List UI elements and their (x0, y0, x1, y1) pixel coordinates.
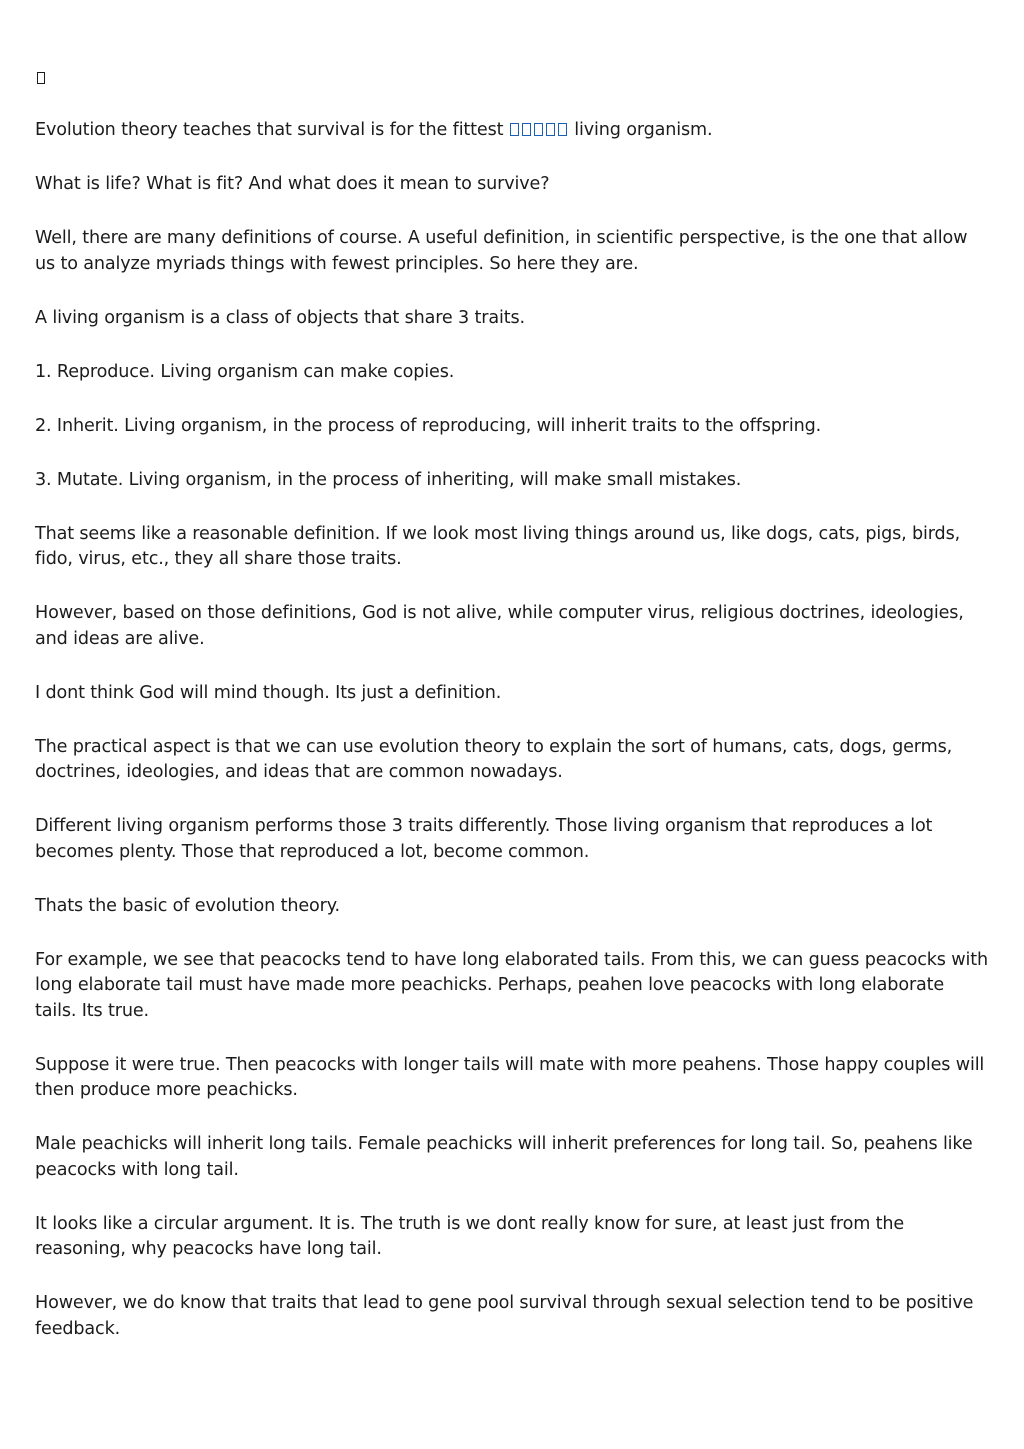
paragraph-3: A living organism is a class of objects that share 3 traits. (35, 307, 525, 328)
inline-link[interactable] (509, 120, 569, 140)
paragraph-6: 3. Mutate. Living organism, in the process of inheriting, will make small mistakes. (35, 469, 742, 490)
intro-paragraph (35, 118, 990, 144)
missing-glyph-icon (37, 72, 45, 84)
tofu-glyph-5-icon (558, 123, 567, 136)
paragraph-5: 2. Inherit. Living organism, in the process of reproducing, will inherit traits to the offspring. (35, 415, 822, 436)
paragraph-13: For example, we see that peacocks tend to have long elaborated tails. From this, we can guess peacocks with long elaborate tail must have made more peachicks. Perhaps, peahen love peacocks with long elaborate tails. Its true. (35, 949, 988, 1021)
paragraph-17: However, we do know that traits that lead to gene pool survival through sexual selection tend to be positive feedback. (35, 1293, 974, 1339)
tofu-glyph-1-icon (510, 123, 519, 136)
tofu-glyph-3-icon (534, 123, 543, 136)
tofu-glyph-4-icon (546, 123, 555, 136)
intro-text-after: living organism. (568, 120, 713, 140)
paragraph-10: The practical aspect is that we can use evolution theory to explain the sort of humans, cats, dogs, germs, doctrines, ideologies, and ideas that are common nowadays. (35, 736, 953, 782)
paragraph-4: 1. Reproduce. Living organism can make copies. (35, 361, 455, 382)
intro-text-before: Evolution theory teaches that survival is for the fittest (35, 120, 509, 140)
paragraph-11: Different living organism performs those 3 traits differently. Those living organism that reproduces a lot becomes plenty. Those that reproduced a lot, become common. (35, 816, 933, 862)
paragraph-7: That seems like a reasonable definition. If we look most living things around us, like dogs, cats, pigs, birds, fido, virus, etc., they all share those traits. (35, 523, 961, 569)
paragraph-2: Well, there are many definitions of course. A useful definition, in scientific perspective, is the one that allow us to analyze myriads things with fewest principles. So here they are. (35, 228, 968, 274)
paragraph-14: Suppose it were true. Then peacocks with longer tails will mate with more peahens. Those happy couples will then produce more peachicks. (35, 1054, 985, 1100)
paragraph-8: However, based on those definitions, God is not alive, while computer virus, religious doctrines, ideologies, and ideas are alive. (35, 603, 964, 649)
paragraph-9: I dont think God will mind though. Its just a definition. (35, 682, 502, 703)
tofu-glyph-2-icon (522, 123, 531, 136)
paragraph-15: Male peachicks will inherit long tails. Female peachicks will inherit preferences for long tail. So, peahens like peacocks with long tail. (35, 1134, 973, 1180)
paragraph-1: What is life? What is fit? And what does it mean to survive? (35, 174, 550, 194)
paragraph-16: It looks like a circular argument. It is. The truth is we dont really know for sure, at least just from the reasoning, why peacocks have long tail. (35, 1213, 905, 1259)
paragraph-12: Thats the basic of evolution theory. (35, 895, 340, 916)
